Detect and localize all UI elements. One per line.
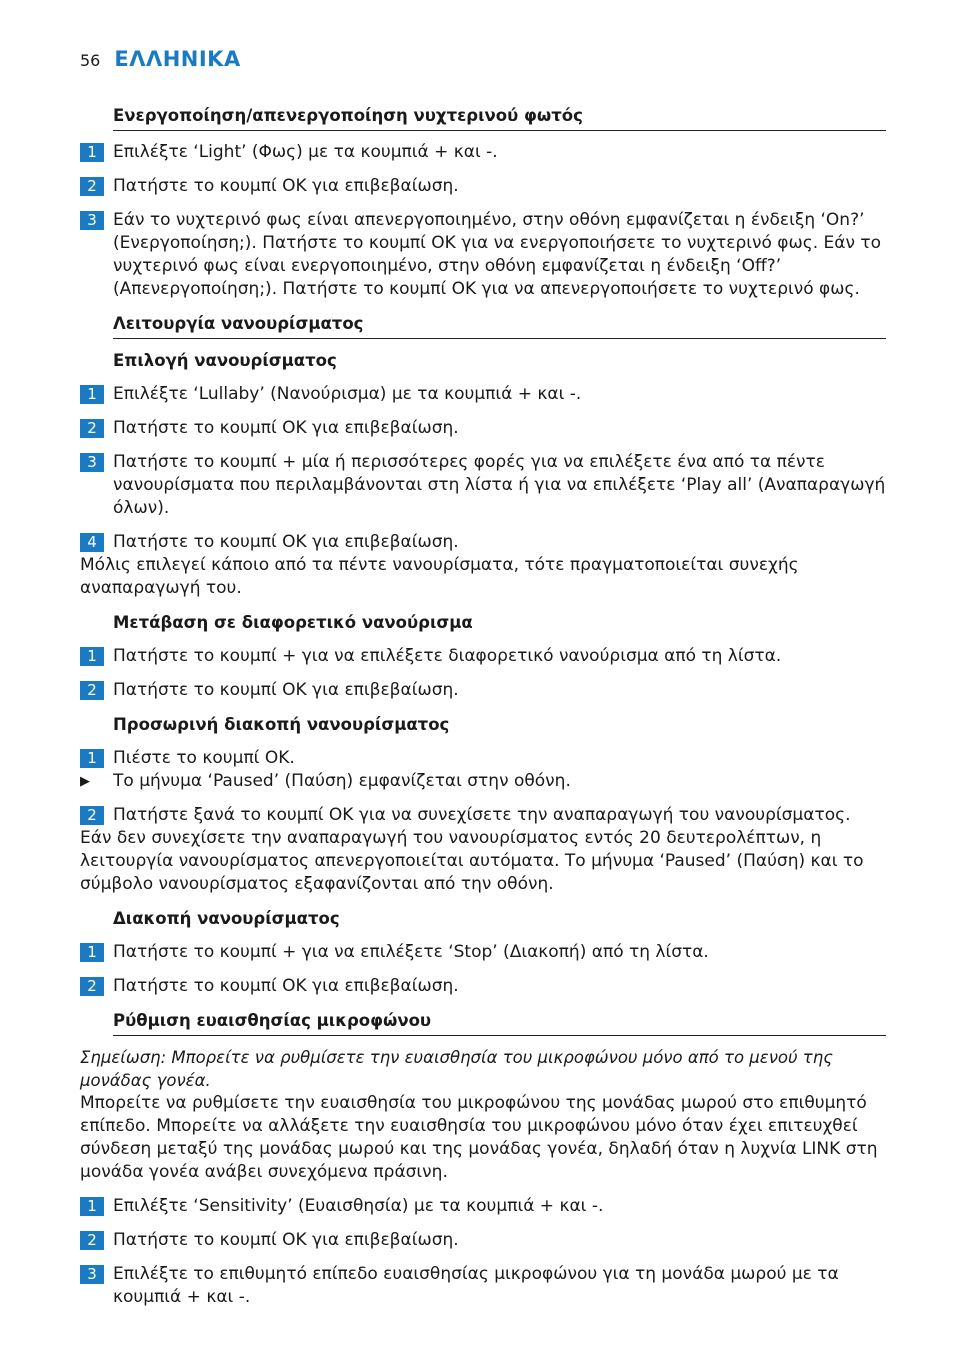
step-text: Πατήστε το κουμπί OK για επιβεβαίωση. bbox=[113, 976, 459, 996]
subsection-heading-stop-lullaby: Διακοπή νανουρίσματος bbox=[113, 909, 340, 928]
step-number-badge: 2 bbox=[80, 977, 104, 996]
step-text: Πατήστε το κουμπί + για να επιλέξετε διαφορετικό νανούρισμα από τη λίστα. bbox=[113, 646, 782, 666]
step-number-badge: 3 bbox=[80, 453, 104, 472]
step-text: Πατήστε το κουμπί OK για επιβεβαίωση. bbox=[113, 1230, 459, 1250]
step-item bbox=[80, 679, 886, 702]
step-text: Πατήστε ξανά το κουμπί OK για να συνεχίσετε την αναπαραγωγή του νανουρίσματος. bbox=[113, 805, 851, 825]
step-number-badge: 2 bbox=[80, 419, 104, 438]
step-item bbox=[80, 747, 886, 770]
step-text: Πατήστε το κουμπί + για να επιλέξετε ‘Stop’ (Διακοπή) από τη λίστα. bbox=[113, 942, 709, 962]
step-text: Πατήστε το κουμπί + μία ή περισσότερες φορές για να επιλέξετε ένα από τα πέντε νανουρίσματα που περιλαμβάνονται στη λίστα ή για να επιλέξετε ‘Play all’ (Αναπαραγωγή όλων). bbox=[113, 452, 886, 518]
subsection-heading-change-lullaby: Μετάβαση σε διαφορετικό νανούρισμα bbox=[113, 613, 473, 632]
section-heading-mic-sensitivity: Ρύθμιση ευαισθησίας μικροφώνου bbox=[113, 1009, 886, 1036]
step-text: Επιλέξτε το επιθυμητό επίπεδο ευαισθησίας μικροφώνου για τη μονάδα μωρού με τα κουμπιά + και -. bbox=[113, 1264, 839, 1307]
subsection-heading-select-lullaby: Επιλογή νανουρίσματος bbox=[113, 351, 337, 370]
step-item bbox=[80, 451, 886, 520]
note-paragraph: Μόλις επιλεγεί κάποιο από τα πέντε νανουρίσματα, τότε πραγματοποιείται συνεχής αναπαραγωγή του. bbox=[80, 555, 799, 598]
step-number-badge: 1 bbox=[80, 1197, 104, 1216]
section-heading-lullaby-mode: Λειτουργία νανουρίσματος bbox=[113, 312, 886, 339]
step-number-badge: 4 bbox=[80, 533, 104, 552]
step-number-badge: 2 bbox=[80, 177, 104, 196]
note-paragraph: Εάν δεν συνεχίσετε την αναπαραγωγή του νανουρίσματος εντός 20 δευτερολέπτων, η λειτουργία νανουρίσματος απενεργοποιείται αυτόματα. Το μήνυμα ‘Paused’ (Παύση) και το σύμβολο νανουρίσματος εξαφανίζονται από την οθόνη. bbox=[80, 828, 864, 894]
step-item bbox=[80, 941, 886, 964]
step-text: Πατήστε το κουμπί OK για επιβεβαίωση. bbox=[113, 176, 459, 196]
step-number-badge: 2 bbox=[80, 681, 104, 700]
step-number-badge: 3 bbox=[80, 211, 104, 230]
step-text: Πιέστε το κουμπί OK. bbox=[113, 748, 295, 768]
step-item bbox=[80, 141, 886, 164]
language-title: ΕΛΛΗΝΙΚΑ bbox=[114, 47, 241, 71]
step-number-badge: 1 bbox=[80, 647, 104, 666]
step-item bbox=[80, 804, 886, 827]
section-heading-night-light: Ενεργοποίηση/απενεργοποίηση νυχτερινού φωτός bbox=[113, 104, 886, 131]
step-text: Πατήστε το κουμπί OK για επιβεβαίωση. bbox=[113, 532, 459, 552]
result-item bbox=[80, 770, 886, 793]
subsection-heading-pause-lullaby: Προσωρινή διακοπή νανουρίσματος bbox=[113, 715, 450, 734]
step-item bbox=[80, 417, 886, 440]
step-number-badge: 3 bbox=[80, 1265, 104, 1284]
step-item bbox=[80, 531, 886, 554]
step-text: Επιλέξτε ‘Light’ (Φως) με τα κουμπιά + και -. bbox=[113, 142, 498, 162]
page-content bbox=[80, 104, 886, 1320]
step-number-badge: 1 bbox=[80, 385, 104, 404]
step-item bbox=[80, 209, 886, 301]
step-item bbox=[80, 383, 886, 406]
step-number-badge: 2 bbox=[80, 1231, 104, 1250]
step-item bbox=[80, 1263, 886, 1309]
step-item bbox=[80, 1195, 886, 1218]
step-text: Επιλέξτε ‘Sensitivity’ (Ευαισθησία) με τα κουμπιά + και -. bbox=[113, 1196, 604, 1216]
step-number-badge: 1 bbox=[80, 749, 104, 768]
step-item bbox=[80, 645, 886, 668]
result-text: Το μήνυμα ‘Paused’ (Παύση) εμφανίζεται στην οθόνη. bbox=[113, 771, 571, 791]
step-text: Πατήστε το κουμπί OK για επιβεβαίωση. bbox=[113, 680, 459, 700]
step-number-badge: 2 bbox=[80, 806, 104, 825]
italic-note: Σημείωση: Μπορείτε να ρυθμίσετε την ευαισθησία του μικροφώνου μόνο από το μενού της μονάδας γονέα. bbox=[80, 1048, 833, 1090]
triangle-bullet-icon: ▶ bbox=[80, 774, 90, 789]
step-item bbox=[80, 975, 886, 998]
page-number: 56 bbox=[80, 51, 101, 70]
step-number-badge: 1 bbox=[80, 143, 104, 162]
step-text: Πατήστε το κουμπί OK για επιβεβαίωση. bbox=[113, 418, 459, 438]
step-item bbox=[80, 1229, 886, 1252]
step-text: Επιλέξτε ‘Lullaby’ (Νανούρισμα) με τα κουμπιά + και -. bbox=[113, 384, 582, 404]
step-item bbox=[80, 175, 886, 198]
step-number-badge: 1 bbox=[80, 943, 104, 962]
step-text: Εάν το νυχτερινό φως είναι απενεργοποιημένο, στην οθόνη εμφανίζεται η ένδειξη ‘On?’ (Ενεργοποίηση;). Πατήστε το κουμπί OK για να ενεργοποιήσετε το νυχτερινό φως. Εάν το νυχτερινό φως είναι ενεργοποιημένο, στην οθόνη εμφανίζεται η ένδειξη ‘Off?’ (Απενεργοποίηση;). Πατήστε το κουμπί OK για να απενεργοποιήσετε το νυχτερινό φως. bbox=[113, 210, 882, 299]
description-paragraph: Μπορείτε να ρυθμίσετε την ευαισθησία του μικροφώνου της μονάδας μωρού στο επιθυμητό επίπεδο. Μπορείτε να αλλάξετε την ευαισθησία του μικροφώνου μόνο όταν έχει επιτευχθεί σύνδεση μεταξύ της μονάδας μωρού και της μονάδας γονέα, δηλαδή όταν η λυχνία LINK στη μονάδα γονέα ανάβει συνεχόμενα πράσινη. bbox=[80, 1093, 878, 1182]
page-header bbox=[80, 47, 241, 77]
